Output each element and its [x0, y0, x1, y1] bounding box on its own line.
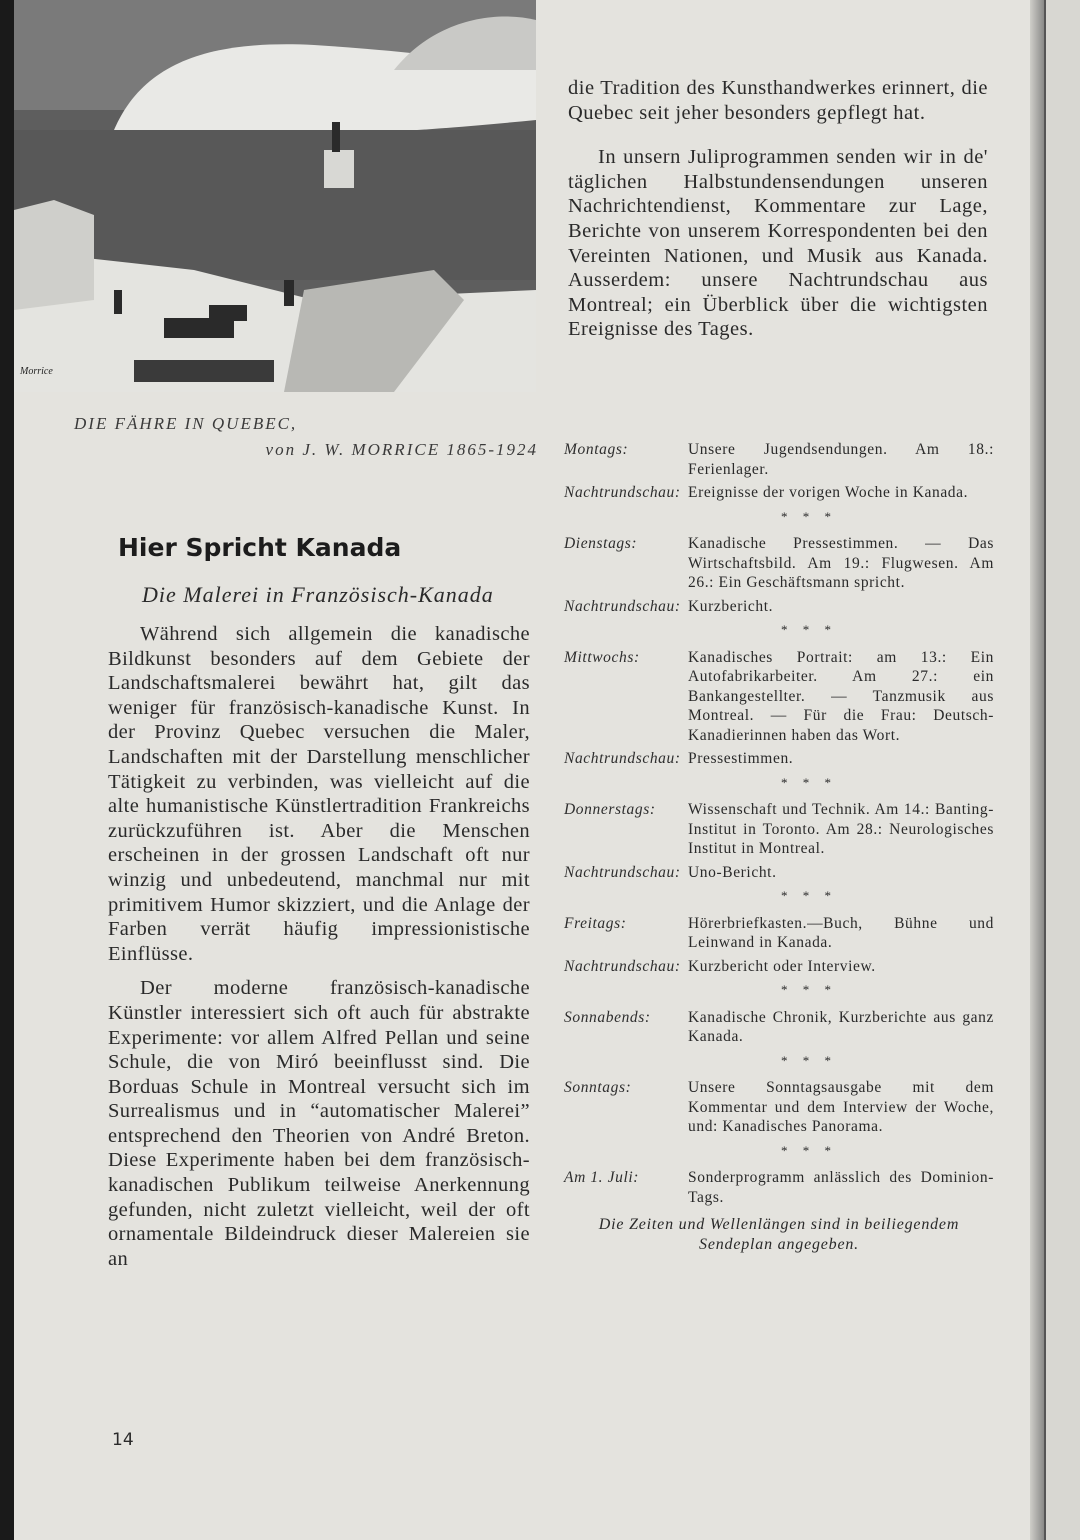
schedule-day: Montags:: [564, 441, 629, 458]
schedule-entry: [564, 440, 994, 479]
schedule-entry: [564, 1168, 994, 1207]
schedule-entry: [564, 534, 994, 593]
painting-caption-title: DIE FÄHRE IN QUEBEC,: [74, 414, 298, 433]
paragraph: Der moderne französisch-kanadische Künstler interessiert sich oft auch für abstrakte Experimente: vor allem Alfred Pellan und seine Schule, die von Miró beeinflusst sind. Die Borduas Schule in Montreal versucht sich im Surrealismus und in “automatischer Malerei” entsprechend den Theorien von André Breton. Diese Experimente haben bei dem französisch-kanadischen Publikum teilweise Anerkennung gefunden, nicht zuletzt vielleicht, weil der oft ornamentale Bildeindruck dieser Malereien sie an: [108, 977, 530, 1270]
paragraph: In unsern Juliprogrammen senden wir in de' täglichen Halbstundensendungen unseren Nachrichtendienst, Kommentare zur Lage, Berichte von unserem Korrespondenten bei den Vereinten Nationen, und Musik aus Kanada. Ausserdem: unsere Nachtrundschau aus Montreal; ein Überblick über die wichtigsten Ereignisse des Tages.: [568, 146, 988, 341]
painting-image: [14, 0, 536, 392]
schedule-entry: [564, 648, 994, 746]
paragraph: die Tradition des Kunsthandwerkes erinnert, die Quebec seit jeher besonders gepflegt hat.: [568, 77, 988, 124]
schedule-text: Pressestimmen.: [688, 750, 794, 767]
schedule-day: Freitags:: [564, 914, 627, 932]
broadcast-note: Die Zeiten und Wellenlängen sind in beiliegendem Sendeplan angegeben.: [598, 1216, 960, 1253]
schedule-day: Sonnabends:: [564, 1008, 651, 1026]
painting-signature: Morrice: [20, 366, 53, 377]
schedule-day: Nachtrundschau:: [564, 957, 681, 975]
article-subheading: Die Malerei in Französisch-Kanada: [142, 582, 494, 607]
schedule-text: Sonderprogramm anlässlich des Dominion-Tags.: [688, 1169, 994, 1206]
program-schedule: [564, 440, 994, 1255]
schedule-text: Kurzbericht.: [688, 597, 774, 615]
schedule-entry: [564, 800, 994, 859]
magazine-page: [14, 0, 1044, 1540]
schedule-text: Unsere Sonntagsausgabe mit dem Kommentar und dem Interview der Woche, und: Kanadisches Panorama.: [688, 1079, 994, 1135]
schedule-entry: [564, 749, 994, 769]
separator: * * *: [781, 774, 837, 790]
separator: * * *: [781, 508, 837, 524]
separator: * * *: [781, 982, 837, 997]
schedule-entry: [564, 863, 994, 883]
schedule-day: Mittwochs:: [564, 648, 640, 666]
schedule-entry: [564, 1078, 994, 1137]
schedule-entry: [564, 597, 994, 617]
painting-caption-artist: von J. W. MORRICE 1865-1924: [265, 440, 538, 459]
schedule-entry: [564, 957, 994, 977]
schedule-entry: [564, 1008, 994, 1047]
page-fold: [1030, 0, 1044, 1540]
article-heading: Hier Spricht Kanada: [118, 533, 402, 562]
schedule-text: Kanadische Pressestimmen. — Das Wirtschaftsbild. Am 19.: Flugwesen. Am 26.: Ein Geschäftsmann spricht.: [688, 535, 994, 591]
schedule-text: Unsere Jugendsendungen. Am 18.: Ferienlager.: [688, 441, 994, 478]
schedule-text: Kurzbericht oder Interview.: [688, 957, 876, 975]
schedule-day: Nachtrundschau:: [564, 750, 681, 767]
schedule-day: Nachtrundschau:: [564, 597, 681, 615]
schedule-text: Kanadisches Portrait: am 13.: Ein Autofabrikarbeiter. Am 27.: ein Bankangestellter. — Tanzmusik aus Montreal. — Für die Frau: Deutsch-Kanadierinnen haben das Wort.: [688, 648, 994, 744]
schedule-day: Nachtrundschau:: [564, 484, 681, 501]
separator: * * *: [781, 888, 837, 903]
separator: * * *: [781, 1052, 837, 1068]
separator: * * *: [781, 1142, 837, 1158]
schedule-day: Dienstags:: [564, 535, 638, 552]
schedule-text: Kanadische Chronik, Kurzberichte aus ganz Kanada.: [688, 1008, 994, 1045]
schedule-text: Wissenschaft und Technik. Am 14.: Banting-Institut in Toronto. Am 28.: Neurologisches Institut in Montreal.: [688, 801, 994, 857]
schedule-day: Nachtrundschau:: [564, 863, 681, 881]
painting-ferry-quebec: [14, 0, 536, 392]
left-column-text: [108, 622, 530, 1271]
schedule-text: Ereignisse der vorigen Woche in Kanada.: [688, 484, 969, 501]
separator: * * *: [781, 622, 837, 637]
schedule-day: Sonntags:: [564, 1079, 632, 1096]
paragraph: Während sich allgemein die kanadische Bildkunst besonders auf dem Gebiete der Landschaftsmalerei bewährt hat, gilt das weniger für französisch-kanadische Kunst. In der Provinz Quebec versuchen die Maler, Landschaften mit der Darstellung menschlicher Tätigkeit zu verbinden, was vielleicht auf die alte humanistische Künstlertradition Frankreichs zurückzuführen ist. Aber die Menschen erscheinen in der grossen Landschaft oft nur winzig und unbedeutend, manchmal nur mit primitivem Humor skizziert, und die Anlage der Farben verrät häufig impressionistische Einflüsse.: [108, 623, 530, 965]
schedule-text: Hörerbriefkasten.—Buch, Bühne und Leinwand in Kanada.: [688, 914, 994, 951]
schedule-day: Donnerstags:: [564, 801, 656, 818]
schedule-entry: [564, 914, 994, 953]
schedule-entry: [564, 483, 994, 503]
right-column-text: [568, 76, 988, 342]
schedule-day: Am 1. Juli:: [564, 1169, 640, 1186]
schedule-text: Uno-Bericht.: [688, 863, 777, 881]
adjacent-page-edge: [1044, 0, 1080, 1540]
page-number: 14: [112, 1430, 134, 1450]
